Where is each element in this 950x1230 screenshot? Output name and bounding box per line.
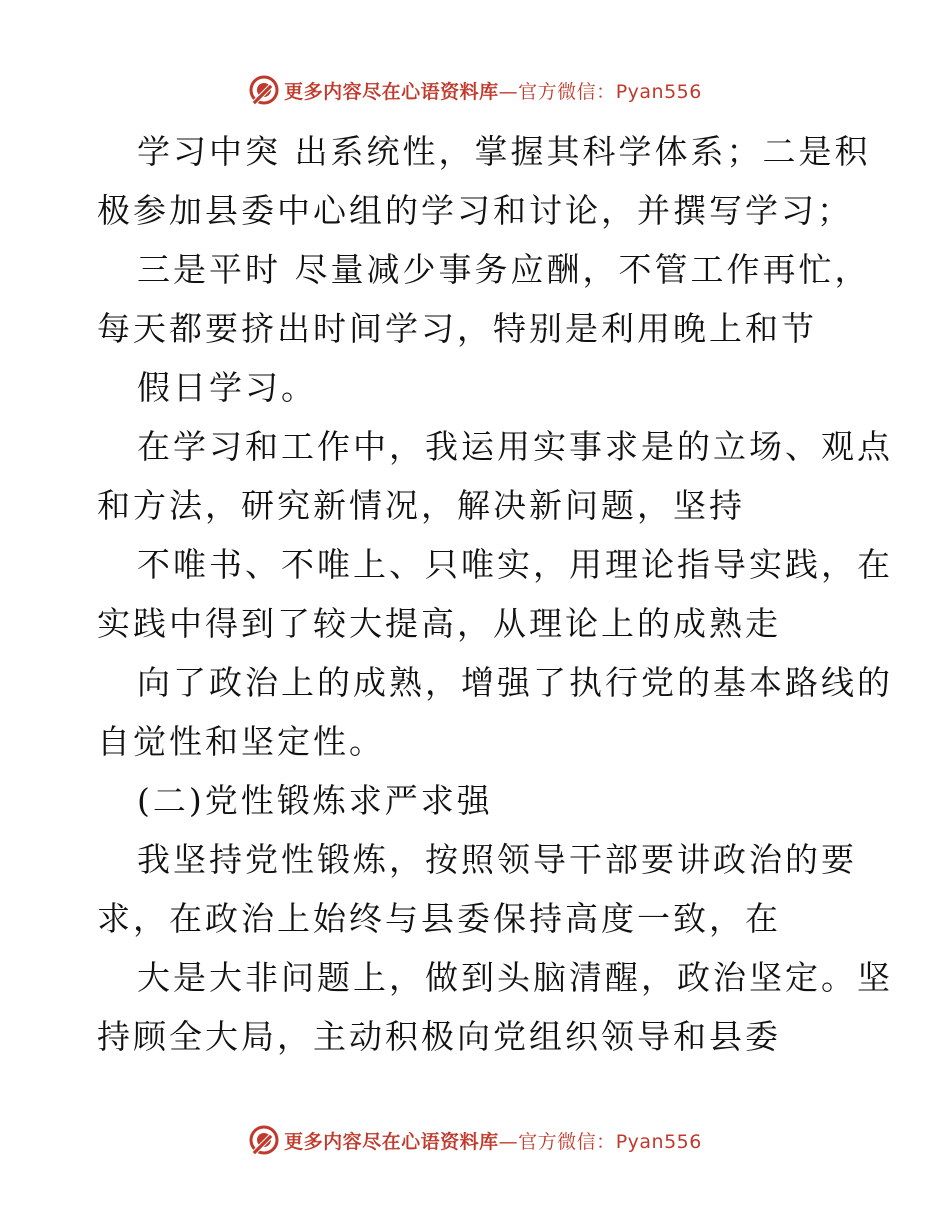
document-body [97, 122, 893, 1066]
text-line: 每天都要挤出时间学习，特别是利用晚上和节 [97, 309, 817, 348]
text-line: 大是大非问题上，做到头脑清醒，政治坚定。坚 [137, 958, 893, 997]
text-line: 向了政治上的成熟，增强了执行党的基本路线的 [137, 663, 893, 702]
pen-logo-icon [248, 1124, 280, 1156]
banner-wechat-id: Pyan556 [615, 80, 702, 103]
banner-main-text: 更多内容尽在心语资料库 [284, 80, 499, 103]
banner-wechat-id: Pyan556 [615, 1130, 702, 1153]
text-line: 不唯书、不唯上、只唯实，用理论指导实践，在 [137, 545, 893, 584]
banner-wechat-label: 官方微信： [518, 80, 616, 103]
pen-logo-icon [248, 74, 280, 106]
banner-text [284, 77, 702, 104]
footer-watermark-banner [0, 1120, 950, 1160]
banner-main-text: 更多内容尽在心语资料库 [284, 1130, 499, 1153]
banner-wechat-label: 官方微信： [518, 1130, 616, 1153]
text-line: 三是平时 尽量减少事务应酬，不管工作再忙， [137, 250, 871, 289]
section-heading: (二)党性锻炼求严求强 [137, 781, 493, 820]
text-line: 在学习和工作中，我运用实事求是的立场、观点 [137, 427, 893, 466]
text-line: 我坚持党性锻炼，按照领导干部要讲政治的要 [137, 840, 857, 879]
text-line: 求，在政治上始终与县委保持高度一致，在 [97, 899, 781, 938]
banner-separator: — [498, 80, 519, 103]
text-line: 自觉性和坚定性。 [97, 722, 385, 761]
text-line: 学习中突 出系统性，掌握其科学体系；二是积 [137, 132, 871, 171]
text-line: 和方法，研究新情况，解决新问题，坚持 [97, 486, 745, 525]
text-line: 极参加县委中心组的学习和讨论，并撰写学习； [97, 191, 853, 230]
text-line: 假日学习。 [137, 368, 317, 407]
header-watermark-banner [0, 70, 950, 110]
text-line: 实践中得到了较大提高，从理论上的成熟走 [97, 604, 781, 643]
text-line: 持顾全大局，主动积极向党组织领导和县委 [97, 1017, 781, 1056]
banner-separator: — [498, 1130, 519, 1153]
banner-text [284, 1127, 702, 1154]
